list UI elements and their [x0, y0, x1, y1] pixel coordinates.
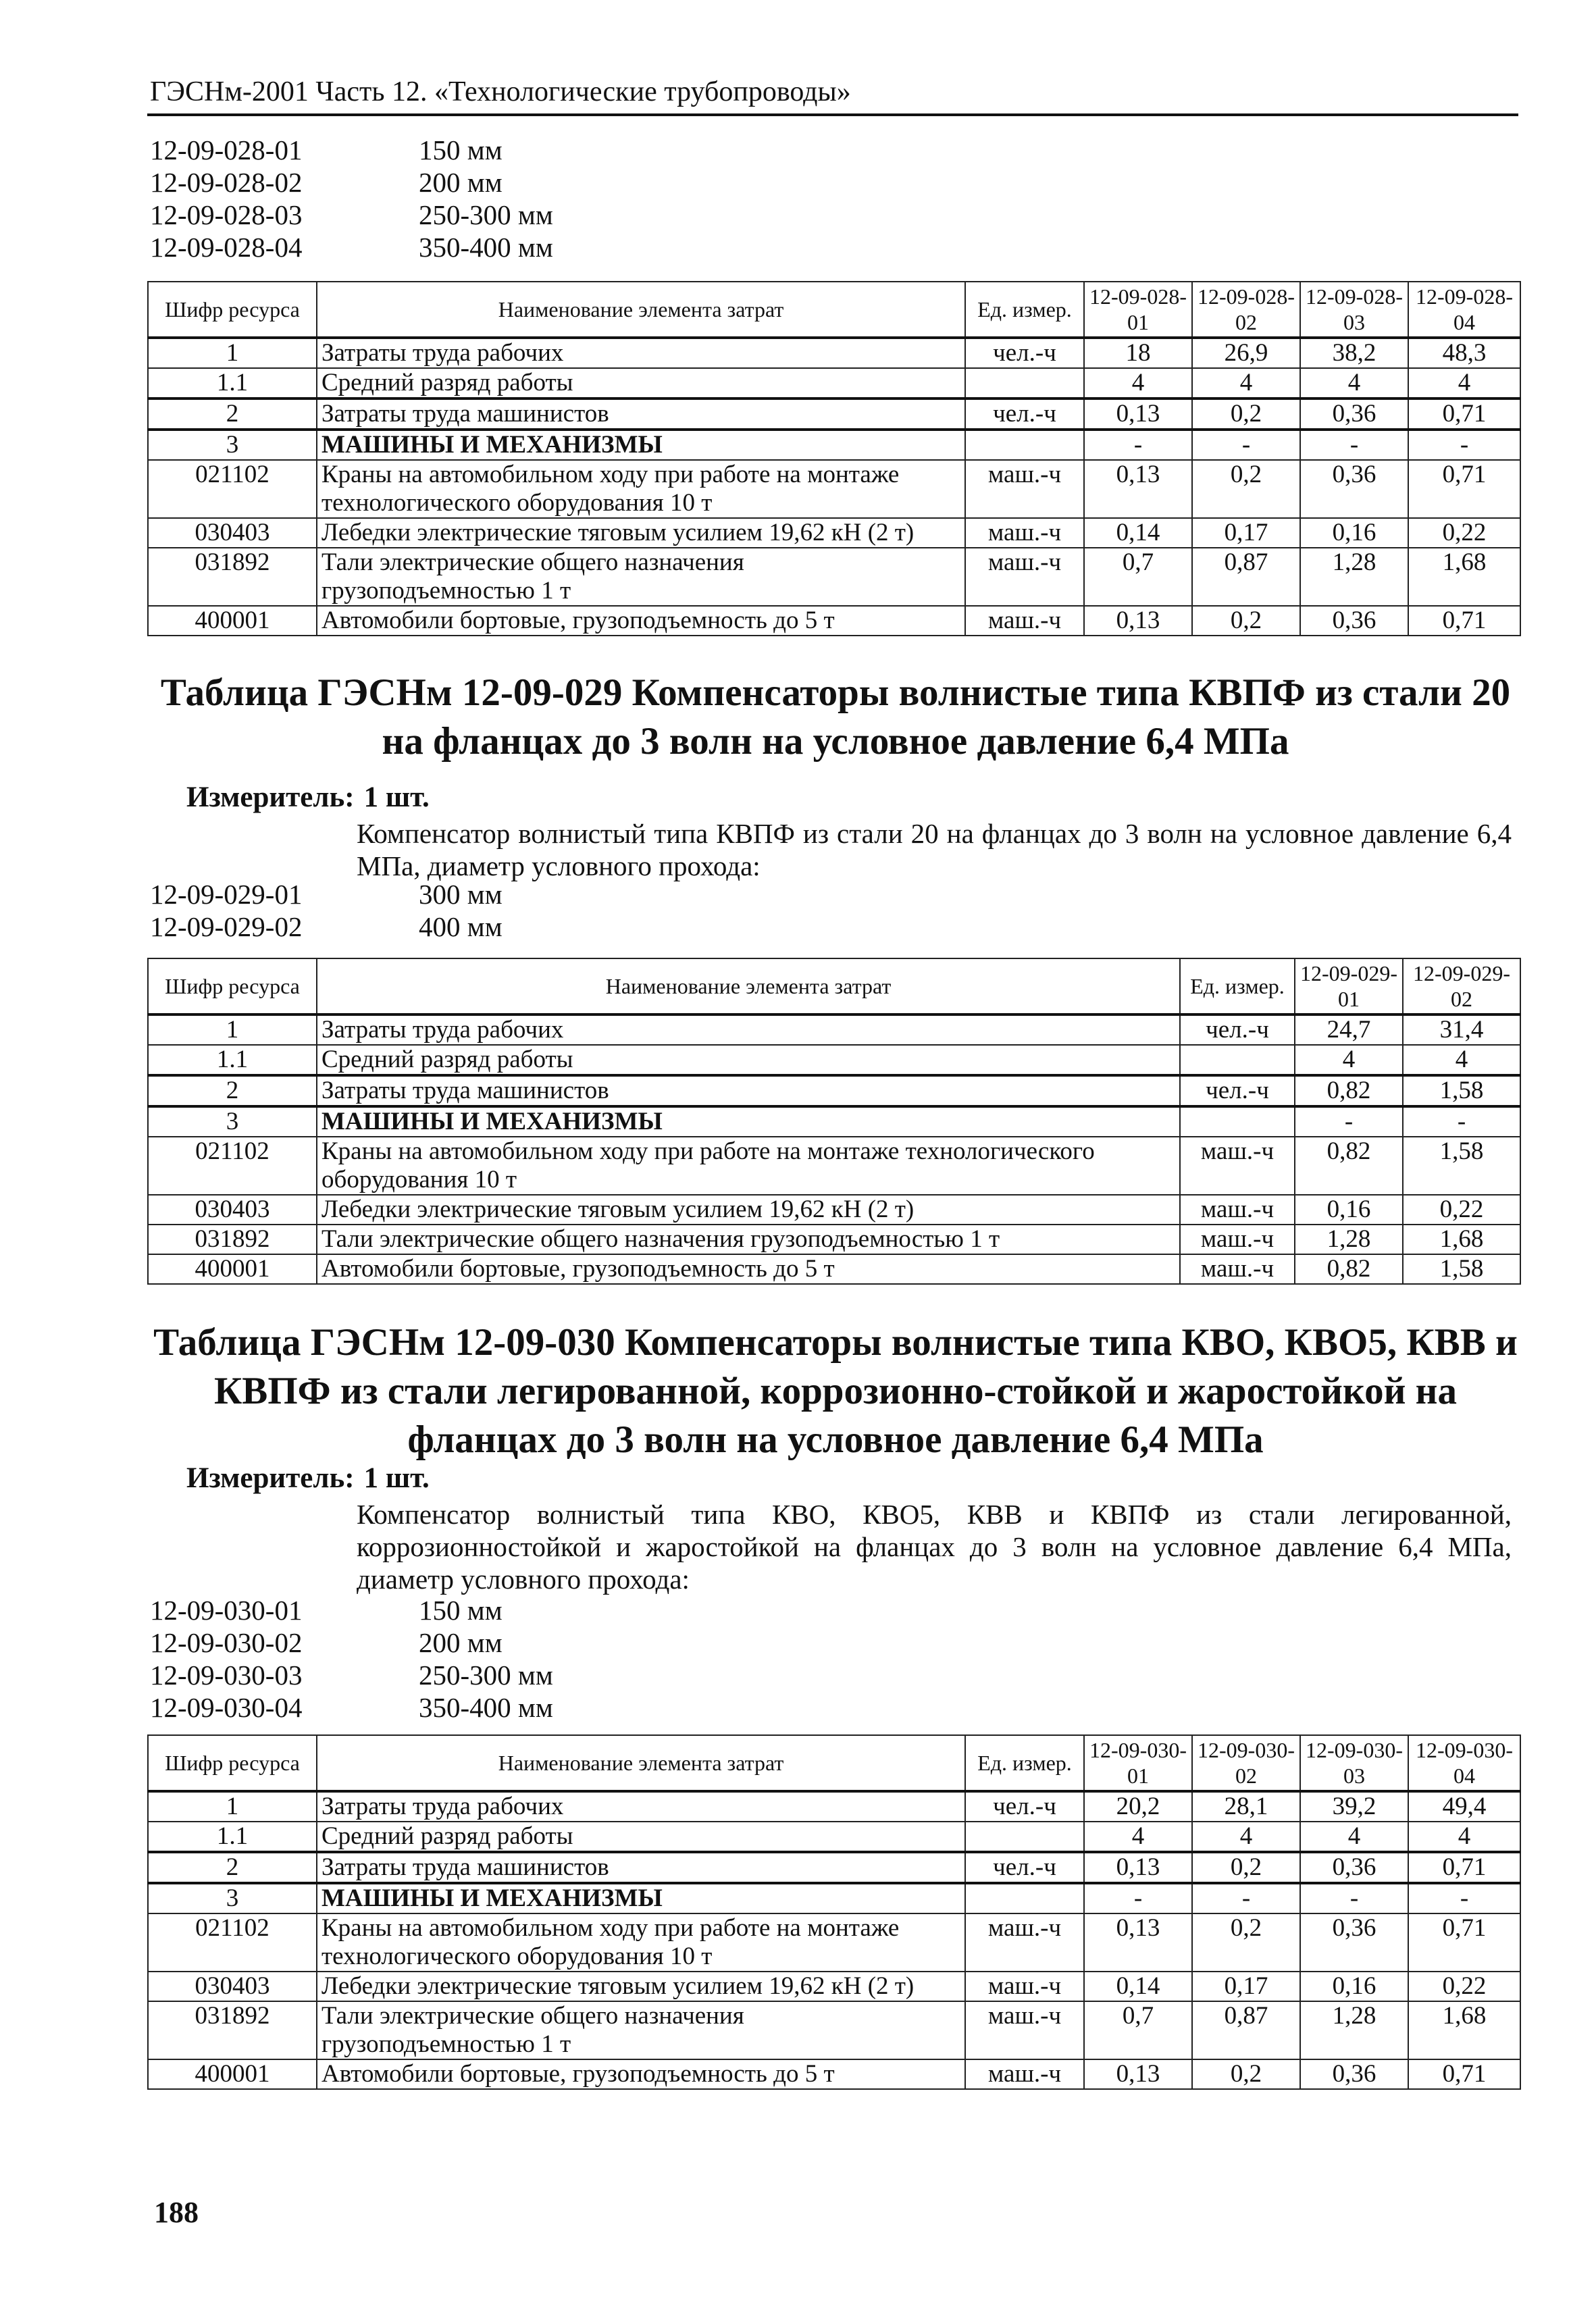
- value-cell: -: [1192, 430, 1300, 460]
- code-id: 12-09-030-03: [150, 1660, 303, 1691]
- value-cell: -: [1403, 1106, 1520, 1137]
- value-cell: 26,9: [1192, 338, 1300, 368]
- code-row: [150, 166, 553, 199]
- resource-code: 030403: [148, 518, 317, 548]
- resource-name: Автомобили бортовые, грузоподъемность до 5 т: [317, 606, 965, 636]
- value-cell: 1,68: [1403, 1225, 1520, 1254]
- value-cell: -: [1300, 1883, 1408, 1913]
- table-title-029: Таблица ГЭСНм 12-09-029 Компенсаторы волнистые типа КВПФ из стали 20 на фланцах до 3 волн на условное давление 6,4 МПа: [160, 671, 1511, 763]
- value-cell: 0,87: [1192, 2001, 1300, 2059]
- code-value: 200 мм: [419, 167, 503, 198]
- unit: чел.-ч: [965, 398, 1084, 430]
- unit: маш.-ч: [965, 548, 1084, 606]
- value-cell: 0,13: [1084, 606, 1192, 636]
- resource-name: Средний разряд работы: [317, 1045, 1180, 1075]
- code-value: 300 мм: [419, 879, 503, 910]
- code-row: [150, 1691, 553, 1724]
- resource-code: 400001: [148, 1254, 317, 1284]
- table-header-row: [148, 1735, 1520, 1791]
- code-list-029: [150, 878, 503, 943]
- unit: маш.-ч: [1180, 1254, 1295, 1284]
- resource-code: 030403: [148, 1195, 317, 1225]
- code-row: [150, 910, 503, 943]
- table-row: [148, 1852, 1520, 1883]
- unit: маш.-ч: [965, 2001, 1084, 2059]
- resource-code: 1: [148, 1014, 317, 1045]
- value-cell: 0,2: [1192, 1913, 1300, 1972]
- value-cell: 0,36: [1300, 1852, 1408, 1883]
- resource-table-028: [147, 281, 1521, 636]
- resource-table-029: [147, 958, 1521, 1285]
- resource-name: МАШИНЫ И МЕХАНИЗМЫ: [317, 1883, 965, 1913]
- table-row: [148, 1045, 1520, 1075]
- code-list-030: [150, 1594, 553, 1724]
- resource-code: 031892: [148, 548, 317, 606]
- value-cell: 1,58: [1403, 1075, 1520, 1106]
- value-cell: 1,28: [1295, 1225, 1403, 1254]
- table-row: [148, 1195, 1520, 1225]
- unit: маш.-ч: [1180, 1225, 1295, 1254]
- code-id: 12-09-030-04: [150, 1692, 303, 1723]
- column-header: Наименование элемента затрат: [317, 958, 1180, 1014]
- resource-name: Затраты труда рабочих: [317, 1791, 965, 1822]
- resource-code: 1.1: [148, 368, 317, 398]
- resource-name: Затраты труда рабочих: [317, 338, 965, 368]
- resource-name: Краны на автомобильном ходу при работе на монтаже технологического оборудования 10 т: [317, 1137, 1180, 1195]
- column-header: 12-09-028-04: [1408, 282, 1520, 338]
- value-cell: 0,14: [1084, 1972, 1192, 2001]
- running-header: ГЭСНм-2001 Часть 12. «Технологические трубопроводы»: [150, 76, 851, 107]
- value-cell: 39,2: [1300, 1791, 1408, 1822]
- unit: маш.-ч: [965, 2059, 1084, 2089]
- unit: чел.-ч: [1180, 1014, 1295, 1045]
- code-value: 150 мм: [419, 1595, 503, 1626]
- column-header: 12-09-030-02: [1192, 1735, 1300, 1791]
- table-row: [148, 1014, 1520, 1045]
- value-cell: 28,1: [1192, 1791, 1300, 1822]
- table-row: [148, 518, 1520, 548]
- value-cell: 24,7: [1295, 1014, 1403, 1045]
- table-row: [148, 1972, 1520, 2001]
- unit: маш.-ч: [965, 606, 1084, 636]
- code-row: [150, 878, 503, 910]
- resource-name: МАШИНЫ И МЕХАНИЗМЫ: [317, 1106, 1180, 1137]
- unit: чел.-ч: [965, 1791, 1084, 1822]
- value-cell: 4: [1084, 1822, 1192, 1852]
- value-cell: 0,36: [1300, 460, 1408, 518]
- unit: маш.-ч: [965, 1913, 1084, 1972]
- meter-label: Измеритель:: [186, 781, 355, 813]
- resource-code: 3: [148, 430, 317, 460]
- code-id: 12-09-030-01: [150, 1595, 303, 1626]
- column-header: Шифр ресурса: [148, 958, 317, 1014]
- resource-name: Автомобили бортовые, грузоподъемность до 5 т: [317, 2059, 965, 2089]
- column-header: 12-09-028-03: [1300, 282, 1408, 338]
- resource-code: 1: [148, 1791, 317, 1822]
- value-cell: 1,68: [1408, 2001, 1520, 2059]
- value-cell: 1,68: [1408, 548, 1520, 606]
- column-header: Ед. измер.: [1180, 958, 1295, 1014]
- unit: маш.-ч: [1180, 1137, 1295, 1195]
- code-value: 150 мм: [419, 134, 503, 165]
- value-cell: -: [1295, 1106, 1403, 1137]
- table-row: [148, 338, 1520, 368]
- table-row: [148, 1791, 1520, 1822]
- meter-value: 1 шт.: [363, 1462, 430, 1494]
- value-cell: 0,7: [1084, 548, 1192, 606]
- description-029: Компенсатор волнистый типа КВПФ из стали 20 на фланцах до 3 волн на условное давление 6,4 МПа, диаметр условного прохода:: [357, 818, 1512, 881]
- code-value: 250-300 мм: [419, 199, 553, 230]
- resource-name: МАШИНЫ И МЕХАНИЗМЫ: [317, 430, 965, 460]
- unit: маш.-ч: [965, 1972, 1084, 2001]
- value-cell: 0,71: [1408, 606, 1520, 636]
- value-cell: 0,87: [1192, 548, 1300, 606]
- value-cell: -: [1192, 1883, 1300, 1913]
- value-cell: 0,16: [1295, 1195, 1403, 1225]
- resource-name: Автомобили бортовые, грузоподъемность до 5 т: [317, 1254, 1180, 1284]
- value-cell: 0,22: [1408, 518, 1520, 548]
- value-cell: 48,3: [1408, 338, 1520, 368]
- code-value: 250-300 мм: [419, 1660, 553, 1691]
- code-list-028: [150, 134, 553, 263]
- value-cell: 20,2: [1084, 1791, 1192, 1822]
- meter-029: [186, 781, 430, 814]
- value-cell: 1,58: [1403, 1254, 1520, 1284]
- table-row: [148, 1883, 1520, 1913]
- resource-code: 031892: [148, 1225, 317, 1254]
- resource-name: Затраты труда рабочих: [317, 1014, 1180, 1045]
- value-cell: 0,36: [1300, 2059, 1408, 2089]
- resource-code: 021102: [148, 460, 317, 518]
- value-cell: 0,13: [1084, 460, 1192, 518]
- code-row: [150, 199, 553, 231]
- resource-name: Затраты труда машинистов: [317, 398, 965, 430]
- value-cell: 0,13: [1084, 398, 1192, 430]
- value-cell: 0,71: [1408, 1852, 1520, 1883]
- unit: маш.-ч: [965, 460, 1084, 518]
- table-row: [148, 2059, 1520, 2089]
- table-row: [148, 398, 1520, 430]
- code-row: [150, 1659, 553, 1691]
- unit: [1180, 1106, 1295, 1137]
- value-cell: 0,2: [1192, 460, 1300, 518]
- value-cell: 4: [1300, 368, 1408, 398]
- unit: [965, 1883, 1084, 1913]
- resource-name: Тали электрические общего назначения грузоподъемностью 1 т: [317, 1225, 1180, 1254]
- table-header-row: [148, 958, 1520, 1014]
- column-header: 12-09-029-02: [1403, 958, 1520, 1014]
- code-id: 12-09-028-01: [150, 134, 303, 165]
- code-value: 350-400 мм: [419, 1692, 553, 1723]
- resource-code: 030403: [148, 1972, 317, 2001]
- column-header: 12-09-030-01: [1084, 1735, 1192, 1791]
- resource-name: Средний разряд работы: [317, 368, 965, 398]
- table-row: [148, 1137, 1520, 1195]
- table-row: [148, 606, 1520, 636]
- value-cell: 0,22: [1403, 1195, 1520, 1225]
- column-header: 12-09-028-01: [1084, 282, 1192, 338]
- table-row: [148, 368, 1520, 398]
- page-number: 188: [154, 2196, 199, 2229]
- resource-code: 400001: [148, 606, 317, 636]
- meter-label: Измеритель:: [186, 1462, 355, 1494]
- value-cell: 0,14: [1084, 518, 1192, 548]
- unit: чел.-ч: [965, 1852, 1084, 1883]
- meter-value: 1 шт.: [363, 781, 430, 813]
- code-row: [150, 231, 553, 263]
- value-cell: -: [1408, 1883, 1520, 1913]
- code-row: [150, 134, 553, 166]
- value-cell: 0,2: [1192, 606, 1300, 636]
- table-header-row: [148, 282, 1520, 338]
- resource-code: 031892: [148, 2001, 317, 2059]
- value-cell: 0,71: [1408, 2059, 1520, 2089]
- value-cell: 0,71: [1408, 460, 1520, 518]
- value-cell: 0,16: [1300, 518, 1408, 548]
- column-header: Наименование элемента затрат: [317, 282, 965, 338]
- resource-code: 021102: [148, 1137, 317, 1195]
- value-cell: -: [1084, 430, 1192, 460]
- value-cell: 18: [1084, 338, 1192, 368]
- column-header: Шифр ресурса: [148, 1735, 317, 1791]
- value-cell: -: [1408, 430, 1520, 460]
- unit: [965, 430, 1084, 460]
- table-row: [148, 2001, 1520, 2059]
- value-cell: 1,58: [1403, 1137, 1520, 1195]
- value-cell: 0,13: [1084, 1913, 1192, 1972]
- value-cell: 0,16: [1300, 1972, 1408, 2001]
- unit: [965, 368, 1084, 398]
- resource-code: 1: [148, 338, 317, 368]
- table-row: [148, 548, 1520, 606]
- resource-name: Затраты труда машинистов: [317, 1075, 1180, 1106]
- value-cell: 4: [1408, 1822, 1520, 1852]
- value-cell: 0,2: [1192, 398, 1300, 430]
- resource-name: Краны на автомобильном ходу при работе на монтаже технологического оборудования 10 т: [317, 1913, 965, 1972]
- resource-code: 2: [148, 398, 317, 430]
- column-header: 12-09-030-04: [1408, 1735, 1520, 1791]
- table-row: [148, 1075, 1520, 1106]
- resource-name: Лебедки электрические тяговым усилием 19,62 кН (2 т): [317, 1972, 965, 2001]
- resource-code: 021102: [148, 1913, 317, 1972]
- resource-name: Тали электрические общего назначения грузоподъемностью 1 т: [317, 548, 965, 606]
- value-cell: 31,4: [1403, 1014, 1520, 1045]
- unit: маш.-ч: [965, 518, 1084, 548]
- value-cell: 0,71: [1408, 1913, 1520, 1972]
- code-id: 12-09-029-02: [150, 911, 303, 942]
- value-cell: -: [1300, 430, 1408, 460]
- value-cell: 0,71: [1408, 398, 1520, 430]
- value-cell: 4: [1084, 368, 1192, 398]
- table-row: [148, 460, 1520, 518]
- value-cell: 4: [1295, 1045, 1403, 1075]
- resource-code: 2: [148, 1075, 317, 1106]
- column-header: 12-09-029-01: [1295, 958, 1403, 1014]
- value-cell: 4: [1192, 1822, 1300, 1852]
- table-row: [148, 1913, 1520, 1972]
- resource-name: Лебедки электрические тяговым усилием 19,62 кН (2 т): [317, 518, 965, 548]
- code-value: 400 мм: [419, 911, 503, 942]
- header-rule: [147, 113, 1518, 116]
- description-030: Компенсатор волнистый типа КВО, КВО5, КВВ и КВПФ из стали легированной, коррозионностойкой и жаростойкой на фланцах до 3 волн на условное давление 6,4 МПа, диаметр условного прохода:: [357, 1499, 1512, 1595]
- value-cell: 0,17: [1192, 1972, 1300, 2001]
- value-cell: 0,13: [1084, 2059, 1192, 2089]
- table-row: [148, 1225, 1520, 1254]
- column-header: 12-09-028-02: [1192, 282, 1300, 338]
- code-id: 12-09-030-02: [150, 1627, 303, 1658]
- value-cell: 0,82: [1295, 1137, 1403, 1195]
- code-row: [150, 1626, 553, 1659]
- resource-code: 2: [148, 1852, 317, 1883]
- value-cell: 4: [1408, 368, 1520, 398]
- code-id: 12-09-028-04: [150, 232, 303, 263]
- unit: чел.-ч: [1180, 1075, 1295, 1106]
- column-header: Ед. измер.: [965, 1735, 1084, 1791]
- value-cell: 49,4: [1408, 1791, 1520, 1822]
- value-cell: 4: [1300, 1822, 1408, 1852]
- code-id: 12-09-029-01: [150, 879, 303, 910]
- resource-name: Краны на автомобильном ходу при работе на монтаже технологического оборудования 10 т: [317, 460, 965, 518]
- code-id: 12-09-028-02: [150, 167, 303, 198]
- code-value: 200 мм: [419, 1627, 503, 1658]
- table-row: [148, 1254, 1520, 1284]
- value-cell: 38,2: [1300, 338, 1408, 368]
- value-cell: 0,2: [1192, 2059, 1300, 2089]
- resource-code: 400001: [148, 2059, 317, 2089]
- value-cell: 0,13: [1084, 1852, 1192, 1883]
- resource-name: Тали электрические общего назначения грузоподъемностью 1 т: [317, 2001, 965, 2059]
- value-cell: 0,82: [1295, 1075, 1403, 1106]
- value-cell: 0,22: [1408, 1972, 1520, 2001]
- value-cell: 1,28: [1300, 548, 1408, 606]
- table-row: [148, 430, 1520, 460]
- resource-code: 1.1: [148, 1045, 317, 1075]
- resource-name: Средний разряд работы: [317, 1822, 965, 1852]
- value-cell: 4: [1403, 1045, 1520, 1075]
- resource-code: 3: [148, 1106, 317, 1137]
- value-cell: 0,7: [1084, 2001, 1192, 2059]
- code-id: 12-09-028-03: [150, 199, 303, 230]
- meter-030: [186, 1462, 430, 1495]
- code-row: [150, 1594, 553, 1626]
- resource-name: Лебедки электрические тяговым усилием 19,62 кН (2 т): [317, 1195, 1180, 1225]
- table-row: [148, 1106, 1520, 1137]
- value-cell: -: [1084, 1883, 1192, 1913]
- table-title-030: Таблица ГЭСНм 12-09-030 Компенсаторы волнистые типа КВО, КВО5, КВВ и КВПФ из стали легированной, коррозионно-стойкой и жаростойкой на фланцах до 3 волн на условное давление 6,4 МПа: [153, 1321, 1518, 1461]
- resource-table-030: [147, 1734, 1521, 2090]
- value-cell: 0,36: [1300, 1913, 1408, 1972]
- code-value: 350-400 мм: [419, 232, 553, 263]
- resource-name: Затраты труда машинистов: [317, 1852, 965, 1883]
- unit: [1180, 1045, 1295, 1075]
- unit: чел.-ч: [965, 338, 1084, 368]
- value-cell: 0,36: [1300, 398, 1408, 430]
- column-header: Шифр ресурса: [148, 282, 317, 338]
- table-row: [148, 1822, 1520, 1852]
- column-header: 12-09-030-03: [1300, 1735, 1408, 1791]
- value-cell: 4: [1192, 368, 1300, 398]
- value-cell: 0,2: [1192, 1852, 1300, 1883]
- resource-code: 1.1: [148, 1822, 317, 1852]
- value-cell: 0,82: [1295, 1254, 1403, 1284]
- resource-code: 3: [148, 1883, 317, 1913]
- column-header: Ед. измер.: [965, 282, 1084, 338]
- value-cell: 0,17: [1192, 518, 1300, 548]
- column-header: Наименование элемента затрат: [317, 1735, 965, 1791]
- unit: [965, 1822, 1084, 1852]
- value-cell: 0,36: [1300, 606, 1408, 636]
- unit: маш.-ч: [1180, 1195, 1295, 1225]
- value-cell: 1,28: [1300, 2001, 1408, 2059]
